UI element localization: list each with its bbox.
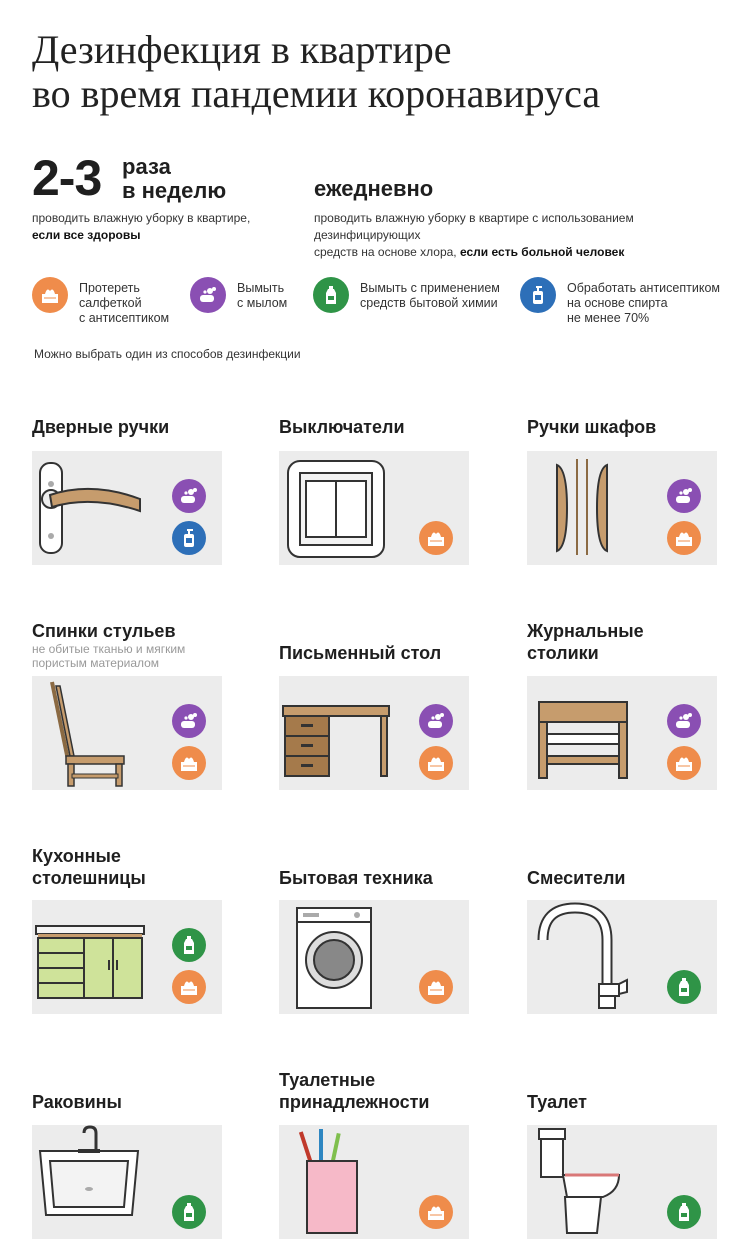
item-card [279,1125,469,1239]
item-subtitle: не обитые тканью и мягким пористым материалом [32,642,186,670]
page-title [32,28,732,116]
item-title: Раковины [32,1092,122,1112]
chemicals-method-badge [667,970,701,1004]
item-title: Письменный стол [279,643,442,663]
title-line-1: Дезинфекция в квартире [32,27,452,72]
weekly-note-text: проводить влажную уборку в квартире, [32,211,251,225]
chemicals-method-badge [667,1195,701,1229]
wipe-method-badge [172,746,206,780]
weekly-unit-line-2: в неделю [122,178,227,203]
wipe-method-badge [419,521,453,555]
item-card [527,1125,717,1239]
wipe-method-badge [419,1195,453,1229]
item-card [279,676,469,790]
method-label: Вымыть с применением средств бытовой химии [360,281,500,310]
weekly-unit-line-1: раза [122,154,171,179]
soap-method-badge [172,479,206,513]
weekly-note-bold: если все здоровы [32,228,141,242]
item-card [527,451,717,565]
item-card [32,451,222,565]
wipe-method-badge [667,521,701,555]
item-card [279,900,469,1014]
method-label: Вымыть с мылом [237,281,288,310]
method-label: Протереть салфеткой с антисептиком [79,281,170,325]
item-title: Спинки стульев [32,621,176,641]
item-card [527,676,717,790]
item-card [32,900,222,1014]
choose-note: Можно выбрать один из способов дезинфекции [34,347,301,361]
weekly-note [32,210,302,244]
item-title: Журнальные столики [527,621,644,663]
item-card [32,676,222,790]
soap-method-badge [667,479,701,513]
item-title: Смесители [527,868,626,888]
title-line-2: во время пандемии коронавируса [32,71,601,116]
wipe-method-badge [667,746,701,780]
soap-icon [190,277,226,313]
weekly-unit [122,155,226,203]
soap-method-badge [419,704,453,738]
daily-note-bold: если есть больной человек [459,245,625,259]
method-label: Обработать антисептиком на основе спирта не менее 70% [567,281,720,325]
wipe-method-badge [172,970,206,1004]
soap-method-badge [172,704,206,738]
weekly-number: 2-3 [32,150,102,206]
item-card [279,451,469,565]
item-card [32,1125,222,1239]
item-title: Кухонные столешницы [32,846,146,888]
daily-label: ежедневно [314,176,434,201]
item-title: Ручки шкафов [527,417,657,437]
daily-note-line-2: средств на основе хлора, [314,245,457,259]
daily-note-line-2-wrap [314,244,734,261]
antiseptic-bottle-icon [520,277,556,313]
wipe-method-badge [419,970,453,1004]
chemicals-method-badge [172,928,206,962]
item-title: Дверные ручки [32,417,170,437]
soap-method-badge [667,704,701,738]
item-title: Туалетные принадлежности [279,1070,430,1112]
item-title: Туалет [527,1092,587,1112]
daily-note [314,210,734,261]
item-title: Бытовая техника [279,868,433,888]
daily-note-line-1: проводить влажную уборку в квартире с использованием дезинфицирующих [314,211,634,242]
detergent-bottle-icon [313,277,349,313]
chemicals-method-badge [172,1195,206,1229]
wipes-icon [32,277,68,313]
item-card [527,900,717,1014]
wipe-method-badge [419,746,453,780]
antiseptic-method-badge [172,521,206,555]
item-title: Выключатели [279,417,405,437]
